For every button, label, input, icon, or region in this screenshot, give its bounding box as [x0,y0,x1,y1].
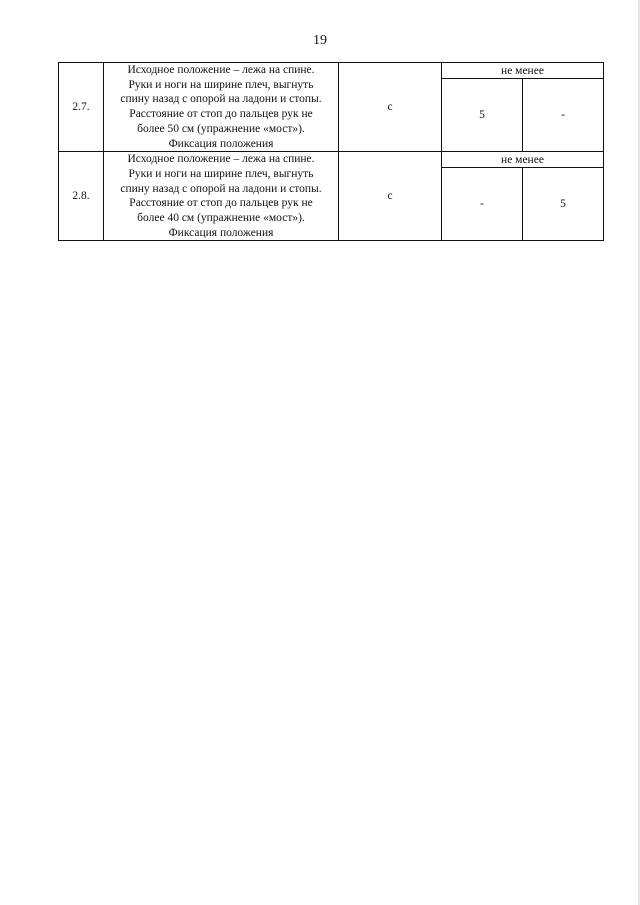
norm-value: - [523,79,604,152]
exercise-description [104,152,339,241]
norms-table [58,62,604,241]
row-number: 2.7. [59,63,104,152]
description-line: Фиксация положения [168,137,274,150]
table-row [59,63,604,79]
norm-value: 5 [523,168,604,241]
description-line: Расстояние от стоп до пальцев рук не [129,108,313,121]
page-number: 19 [313,33,327,48]
description-line: Исходное положение – лежа на спине. [127,153,315,166]
description-line: Фиксация положения [168,226,274,239]
description-line: Руки и ноги на ширине плеч, выгнуть [128,78,314,91]
description-line: Расстояние от стоп до пальцев рук не [129,197,313,210]
description-line: спину назад с опорой на ладони и стопы. [120,182,322,195]
description-line: спину назад с опорой на ладони и стопы. [120,93,322,106]
norm-header: не менее [442,152,604,168]
description-line: более 50 см (упражнение «мост»). [137,122,305,135]
description-line: Исходное положение – лежа на спине. [127,64,315,76]
norm-value: - [442,168,523,241]
exercise-description [104,63,339,152]
description-line: более 40 см (упражнение «мост»). [137,212,305,225]
norm-value: 5 [442,79,523,152]
row-number: 2.8. [59,152,104,241]
table-row [59,152,604,168]
unit-cell: с [339,63,442,152]
norm-header: не менее [442,63,604,79]
description-line: Руки и ноги на ширине плеч, выгнуть [128,167,314,180]
unit-cell: с [339,152,442,241]
